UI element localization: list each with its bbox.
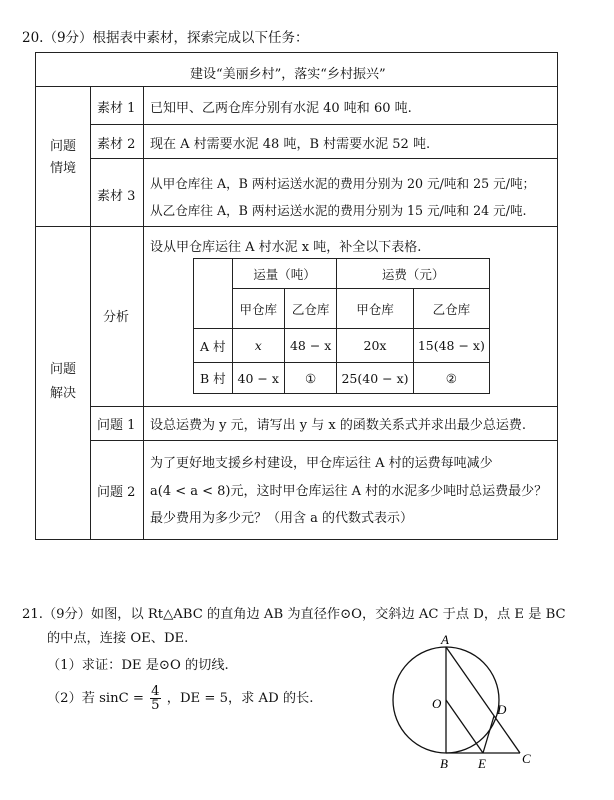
material3-text-line1: 从甲仓库往 A，B 两村运送水泥的费用分别为 20 元/吨和 25 元/吨； [150,176,536,191]
segment-de [483,716,494,753]
material2-text: 现在 A 村需要水泥 48 吨，B 村需要水泥 52 吨. [150,137,431,152]
group-header-volume: 运量（吨） [232,259,337,289]
material3-text-line2: 从乙仓库往 A，B 两村运送水泥的费用分别为 15 元/吨和 24 元/吨. [150,203,527,218]
section2-label-line1: 问题 [50,362,77,377]
problem2-line2: a(4 < a < 8)元，这时甲仓库运往 A 村的水泥多少吨时总运费最少？ [150,484,548,499]
row-label-b: B 村 [194,363,233,394]
material3-label: 素材 3 [97,189,136,204]
sub-header-a-warehouse-cost: 甲仓库 [337,289,413,329]
segment-oe [446,700,483,753]
fraction-denominator: 5 [151,698,160,713]
section2-label-line2: 解决 [50,386,77,401]
q21-part2-suffix: ，DE = 5，求 AD 的长. [166,691,314,706]
problem1-label: 问题 1 [97,418,136,433]
sub-header-b-warehouse: 乙仓库 [284,289,336,329]
cell-b-cost-yi: ② [413,363,489,394]
q20-table-title: 建设“美丽乡村”，落实“乡村振兴” [190,67,386,82]
cell-b-volume-yi: ① [284,363,336,394]
cell-a-volume-yi: 48 − x [284,329,336,363]
cell-b-cost-jia: 25(40 − x) [337,363,413,394]
q21-part1: （1）求证：DE 是⊙O 的切线. [47,658,229,673]
label-c: C [522,751,531,766]
q21-line2: 的中点，连接 OE、DE. [47,631,189,646]
row-label-a: A 村 [194,329,233,363]
problem2-line1: 为了更好地支援乡村建设，甲仓库运往 A 村的运费每吨减少 [150,456,493,471]
q20-header: 20.（9分）根据表中素材，探索完成以下任务： [22,30,309,46]
label-o: O [432,696,442,711]
q21-part2-prefix: （2）若 sinC = [47,691,144,706]
group-header-cost: 运费（元） [337,259,490,289]
problem2-label: 问题 2 [97,485,136,500]
problem2-line3: 最少费用为多少元？（用含 a 的代数式表示） [150,511,414,526]
problem1-text: 设总运费为 y 元，请写出 y 与 x 的函数关系式并求出最少总运费. [150,418,526,433]
q21-line1: 21.（9分）如图，以 Rt△ABC 的直角边 AB 为直径作⊙O，交斜边 AC 于点 D，点 E 是 BC [22,607,566,622]
label-b: B [440,756,448,771]
section1-label-line1: 问题 [50,139,77,154]
analysis-intro: 设从甲仓库运往 A 村水泥 x 吨，补全以下表格. [150,240,422,255]
analysis-label: 分析 [103,310,130,325]
cell-a-cost-jia: 20x [337,329,413,363]
cell-a-cost-yi: 15(48 − x) [413,329,489,363]
sub-header-b-warehouse-cost: 乙仓库 [413,289,489,329]
label-a: A [441,632,449,647]
fraction-numerator: 4 [151,684,160,699]
sub-header-a-warehouse: 甲仓库 [232,289,284,329]
label-e: E [478,756,486,771]
cell-a-volume-jia: x [232,329,284,363]
section1-label-line2: 情境 [50,161,77,176]
cell-b-volume-jia: 40 − x [232,363,284,394]
material1-text: 已知甲、乙两仓库分别有水泥 40 吨和 60 吨. [150,101,412,116]
material2-label: 素材 2 [97,137,136,152]
material1-label: 素材 1 [97,101,136,116]
label-d: D [497,702,507,717]
